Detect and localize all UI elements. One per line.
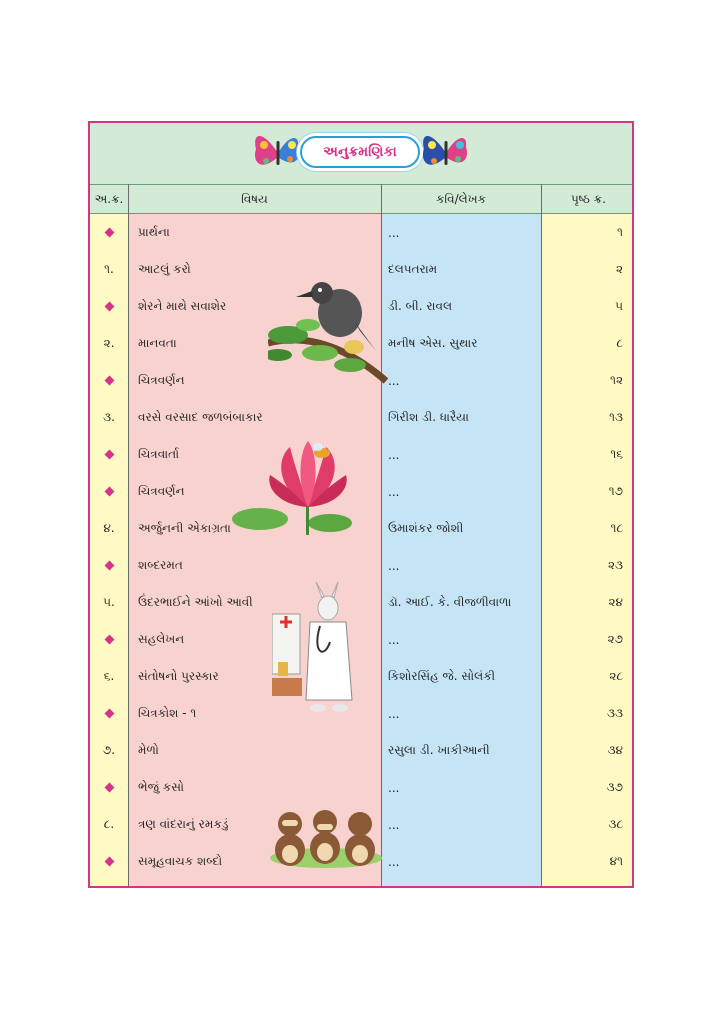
row-page: ૩૭ — [606, 780, 623, 794]
row-number — [90, 473, 128, 510]
diamond-bullet-icon — [104, 376, 114, 386]
row-title: શબ્દરમત — [138, 558, 183, 572]
row-number: ૨. — [103, 336, 115, 350]
table-row — [90, 769, 632, 806]
row-number — [90, 843, 128, 880]
header-number: અ.ક્ર. — [94, 191, 124, 206]
table-row — [90, 732, 632, 769]
row-title: સંતોષનો પુરસ્કાર — [138, 669, 219, 683]
row-number: ૭. — [102, 743, 116, 757]
row-author: ... — [388, 225, 400, 240]
row-page: ૨૪ — [608, 595, 623, 609]
row-number — [90, 769, 128, 806]
row-author: મનીષ એસ. સુથાર — [388, 336, 478, 350]
row-title: ચિત્રવર્ણન — [138, 373, 185, 387]
row-page: ૩૪ — [607, 743, 623, 757]
row-author: ... — [388, 817, 400, 832]
diamond-bullet-icon — [104, 561, 114, 571]
row-author: ગિરીશ ડી. ધારૈયા — [388, 410, 469, 424]
table-row — [90, 843, 632, 880]
row-page: ૧૩ — [609, 410, 623, 424]
row-page: ૧૭ — [608, 484, 623, 498]
row-number — [90, 214, 128, 251]
row-title: ચિત્રવર્ણન — [138, 484, 185, 498]
row-author: ... — [388, 373, 400, 388]
butterfly-left-icon — [250, 127, 306, 179]
row-title: ત્રણ વાંદરાનું રમકડું — [138, 817, 229, 831]
row-title: સમૂહવાચક શબ્દો — [138, 854, 223, 868]
row-author: રસુલા ડી. ખાકીઆની — [388, 743, 490, 757]
table-row — [90, 806, 632, 843]
row-author: ડી. બી. રાવલ — [388, 299, 453, 313]
page-title: અનુક્રમણિકા — [300, 136, 420, 168]
diamond-bullet-icon — [104, 487, 114, 497]
row-title: ચિત્રકોશ - ૧ — [138, 706, 197, 720]
diamond-bullet-icon — [104, 228, 114, 238]
row-title: અર્જુનની એકાગ્રતા — [138, 521, 231, 535]
row-page: ૧૮ — [610, 521, 623, 535]
table-row — [90, 658, 632, 695]
row-number: ૧. — [104, 262, 114, 276]
row-page: ૫ — [615, 299, 623, 313]
row-page: ૨૩ — [607, 558, 623, 572]
row-author: ... — [388, 706, 400, 721]
table-row — [90, 214, 632, 251]
row-title: ભેજું કસો — [138, 780, 184, 794]
row-page: ૩૩ — [607, 706, 623, 720]
row-author: ડૉ. આઈ. કે. વીજળીવાળા — [388, 595, 512, 609]
row-number: ૩. — [103, 410, 115, 424]
diamond-bullet-icon — [104, 302, 114, 312]
row-number — [90, 288, 128, 325]
row-page: ૮ — [616, 336, 623, 350]
table-row — [90, 288, 632, 325]
diamond-bullet-icon — [104, 783, 114, 793]
table-row — [90, 325, 632, 362]
table-row — [90, 399, 632, 436]
header-page: પૃષ્ઠ ક્ર. — [571, 191, 606, 206]
row-title: આટલું કરો — [138, 262, 191, 276]
row-author: દલપતરામ — [388, 262, 438, 276]
table-row — [90, 547, 632, 584]
row-page: ૧ — [617, 225, 623, 239]
row-page: ૧૬ — [610, 447, 623, 461]
row-number — [90, 436, 128, 473]
table-row — [90, 473, 632, 510]
butterfly-right-icon — [418, 127, 474, 179]
table-row — [90, 251, 632, 288]
row-title: ઉંદરભાઈને આંખો આવી — [138, 595, 253, 609]
table-row — [90, 510, 632, 547]
table-row — [90, 695, 632, 732]
row-page: ૨૮ — [609, 669, 623, 683]
row-number — [90, 362, 128, 399]
row-author: ... — [388, 780, 400, 795]
row-page: ૧૨ — [610, 373, 623, 387]
diamond-bullet-icon — [104, 450, 114, 460]
diamond-bullet-icon — [104, 635, 114, 645]
row-page: ૨૭ — [607, 632, 623, 646]
row-author: ... — [388, 854, 400, 869]
row-title: મેળો — [138, 743, 159, 757]
row-page: ૪૧ — [609, 854, 623, 868]
row-number: ૪. — [103, 521, 115, 535]
diamond-bullet-icon — [104, 709, 114, 719]
table-row — [90, 362, 632, 399]
row-author: ... — [388, 558, 400, 573]
row-title: શેરને માથે સવાશેર — [138, 299, 227, 313]
row-title: વરસે વરસાદ જળબંબાકાર — [138, 410, 263, 424]
row-title: પ્રાર્થના — [138, 225, 170, 239]
header-author: કવિ/લેખક — [435, 191, 487, 206]
row-number — [90, 621, 128, 658]
row-author: ... — [388, 447, 400, 462]
row-title: સહલેખન — [138, 632, 185, 646]
row-number — [90, 547, 128, 584]
table-row — [90, 584, 632, 621]
row-title: માનવતા — [138, 336, 177, 350]
row-number — [90, 695, 128, 732]
table-row — [90, 436, 632, 473]
table-row — [90, 621, 632, 658]
header-subject: વિષય — [241, 191, 268, 206]
row-number: ૬. — [103, 669, 115, 683]
row-number: ૫. — [103, 595, 115, 609]
row-title: ચિત્રવાર્તા — [138, 447, 180, 461]
row-number: ૮. — [103, 817, 115, 831]
row-author: ... — [388, 484, 400, 499]
row-page: ૨ — [615, 262, 623, 276]
diamond-bullet-icon — [104, 857, 114, 867]
row-author: કિશોરસિંહ જે. સોલંકી — [388, 669, 496, 683]
row-author: ... — [388, 632, 400, 647]
index-table — [88, 121, 634, 888]
row-page: ૩૮ — [608, 817, 623, 831]
row-author: ઉમાશંકર જોશી — [388, 521, 464, 535]
